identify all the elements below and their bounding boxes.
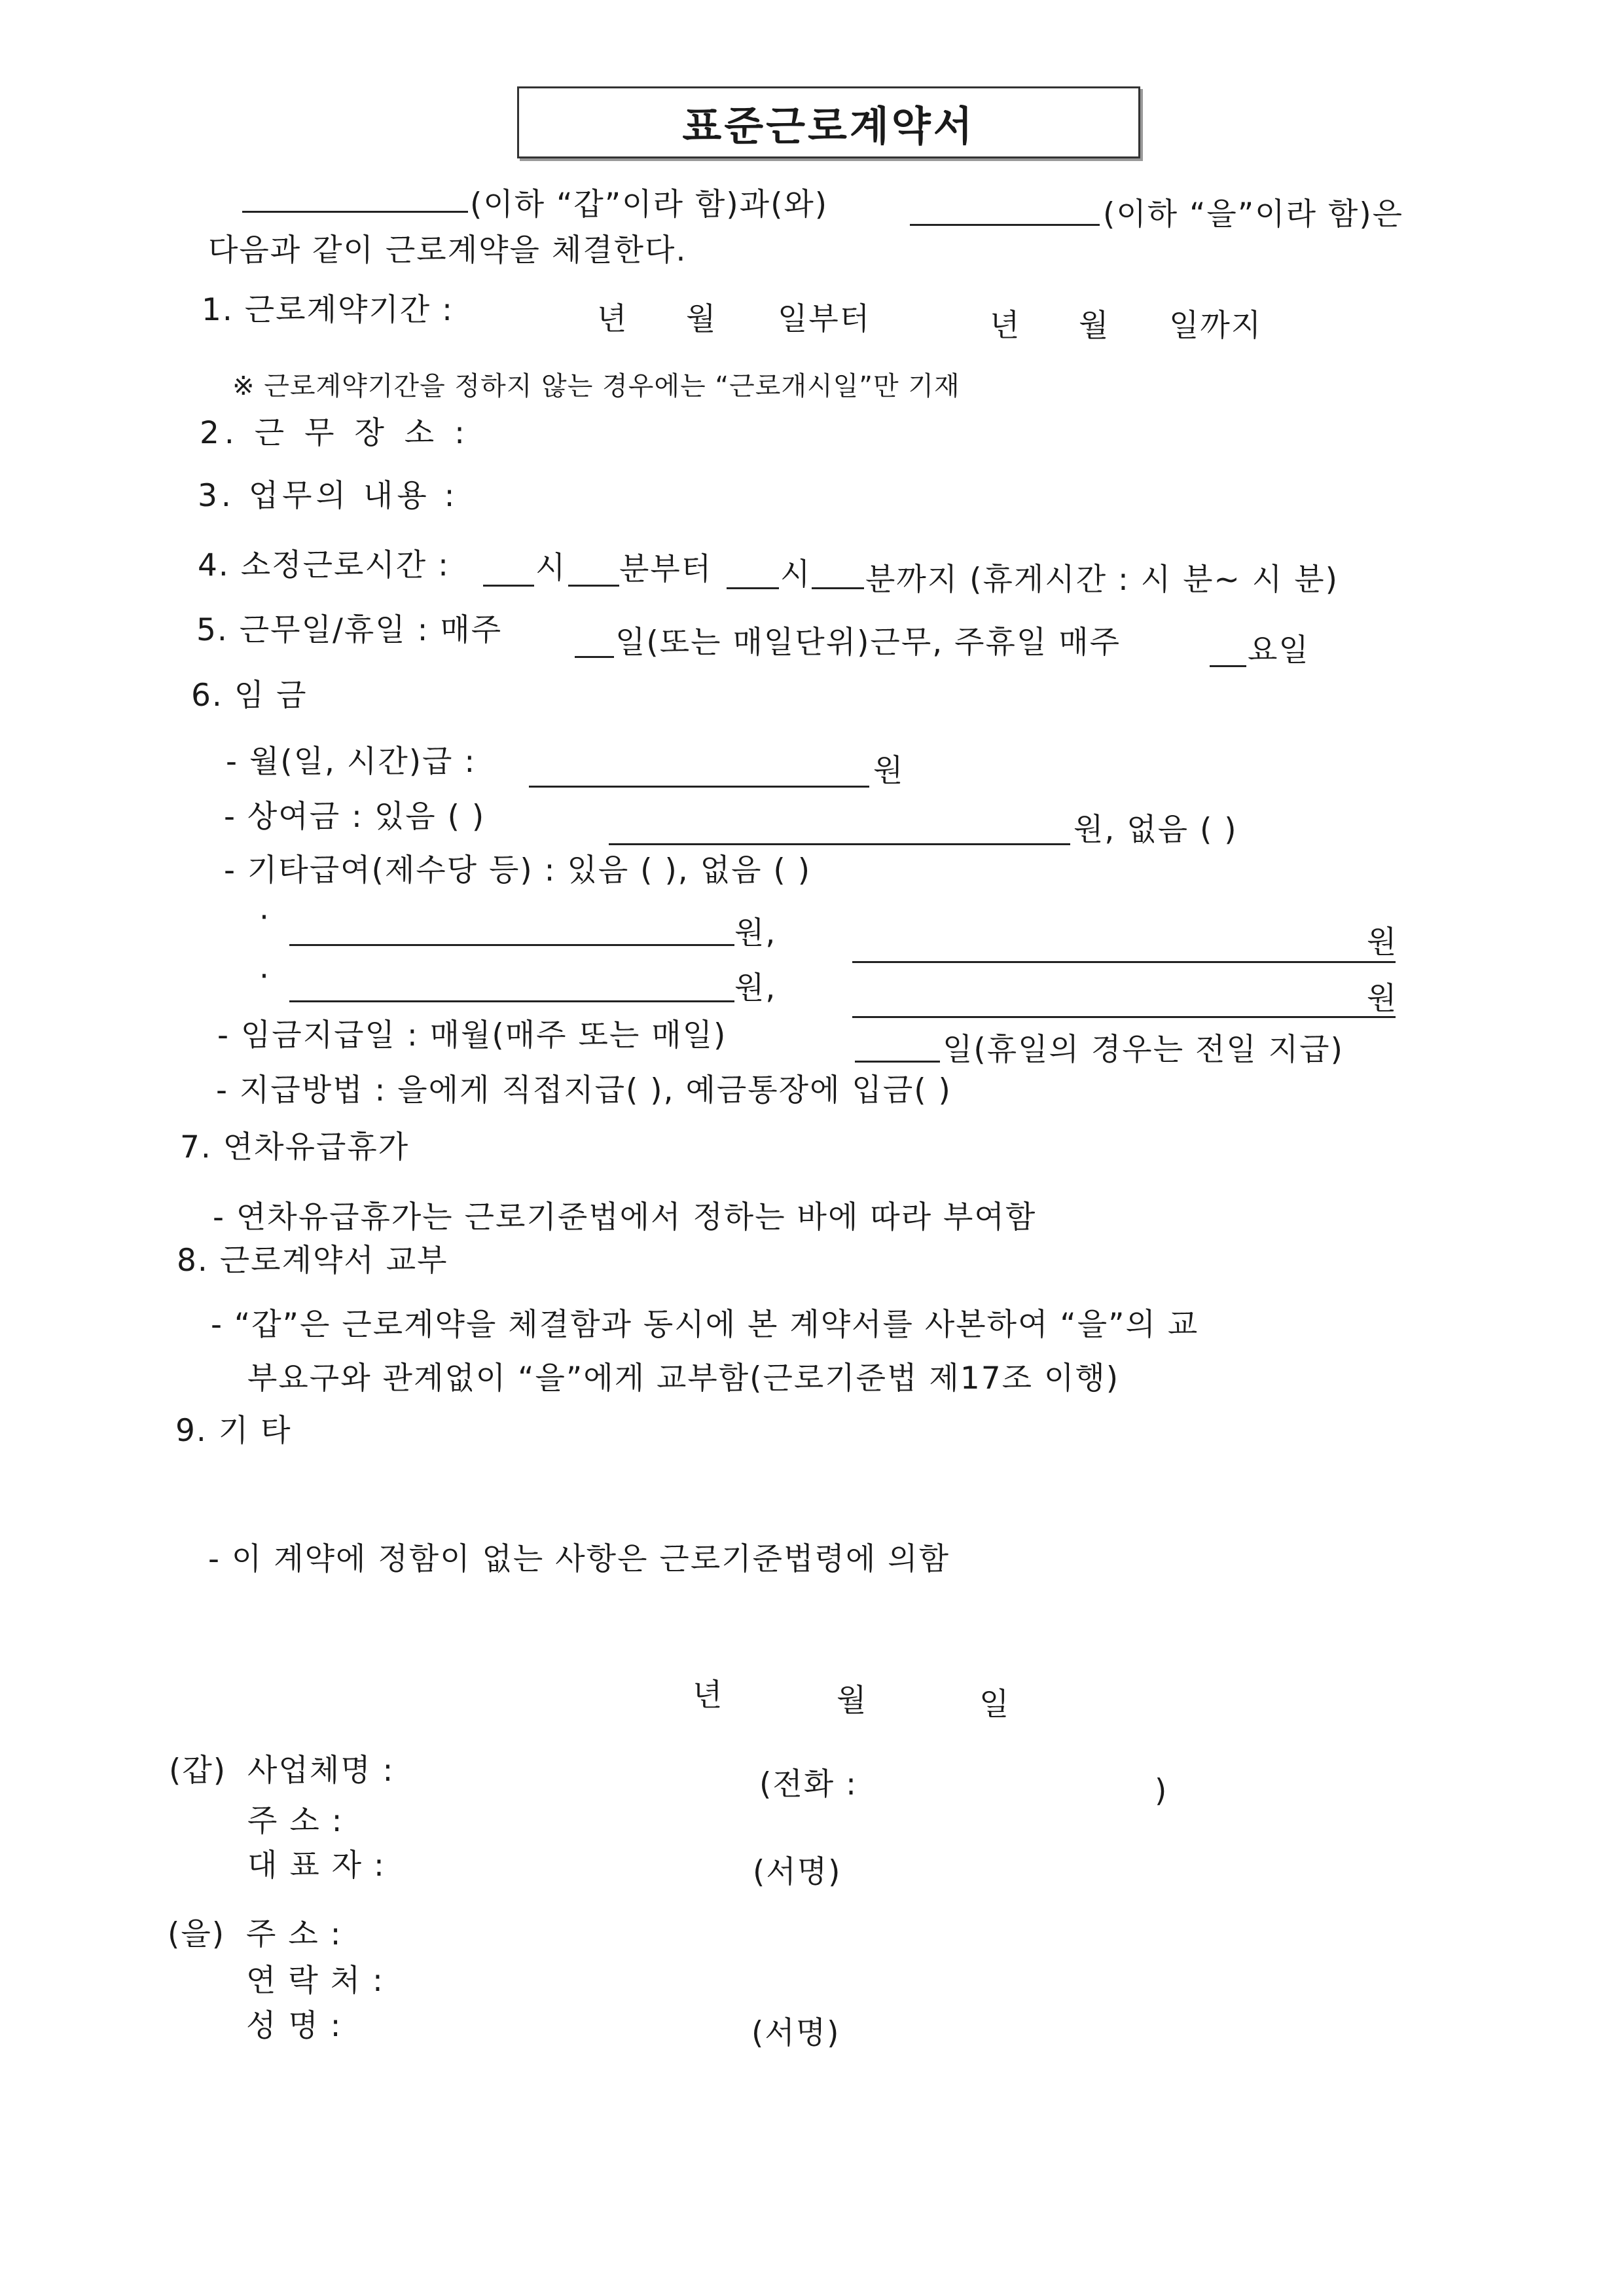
- item8-label: 8. 근로계약서 교부: [177, 1243, 448, 1279]
- employee-sign: (서명): [751, 2015, 840, 2051]
- item5-part2: 요일: [1248, 632, 1310, 668]
- employer-phone: (전화 :: [759, 1766, 857, 1802]
- item3-label: 3. 업무의 내용 :: [198, 478, 459, 514]
- employer-tag: (갑): [169, 1753, 227, 1789]
- employee-address: 주 소 :: [246, 1916, 342, 1952]
- item4-min2-blank[interactable]: [812, 587, 864, 589]
- item5-weekday-blank[interactable]: [1210, 665, 1246, 667]
- other-item4-won: 원: [1367, 981, 1398, 1017]
- employer-address: 주 소 :: [247, 1803, 344, 1839]
- item8-line2: 부요구와 관계없이 “을”에게 교부함(근로기준법 제17조 이행): [247, 1360, 1120, 1396]
- gap-name-blank[interactable]: [242, 211, 468, 213]
- item4-part1: 시: [535, 550, 567, 586]
- bonus-label: - 상여금 : 있음 ( ): [224, 799, 486, 835]
- other-bullet-1: ·: [259, 900, 270, 936]
- pay-method: - 지급방법 : 을에게 직접지급( ), 예금통장에 입금( ): [216, 1072, 952, 1108]
- intro-gap-text: (이하 “갑”이라 함)과(와): [470, 187, 829, 223]
- intro-line2: 다음과 같이 근로계약을 체결한다.: [208, 232, 687, 268]
- other-item1-won: 원,: [734, 915, 777, 951]
- other-bullet-2: ·: [259, 958, 270, 994]
- item1-until: 일까지: [1169, 308, 1263, 344]
- item1-year1: 년: [597, 301, 628, 337]
- item4-part2: 분부터: [619, 551, 713, 587]
- wage-blank[interactable]: [529, 786, 869, 788]
- item5-label: 5. 근무일/휴일 : 매주: [196, 612, 503, 648]
- bonus-won: 원, 없음 ( ): [1074, 812, 1238, 848]
- item5-days-blank[interactable]: [575, 656, 614, 658]
- employer-rep: 대 표 자 :: [247, 1848, 386, 1884]
- employee-tag: (을): [168, 1916, 226, 1952]
- other-item3-blank[interactable]: [289, 1000, 734, 1002]
- item6-label: 6. 임 금: [191, 678, 308, 714]
- other-item2-blank[interactable]: [852, 961, 1396, 963]
- item4-min1-blank[interactable]: [568, 585, 619, 587]
- item7-label: 7. 연차유급휴가: [180, 1129, 410, 1165]
- employer-company: 사업체명 :: [247, 1753, 395, 1789]
- employer-sign: (서명): [753, 1854, 842, 1890]
- date-year: 년: [693, 1677, 724, 1713]
- item9-label: 9. 기 타: [175, 1413, 292, 1449]
- employee-name: 성 명 :: [246, 2008, 342, 2044]
- item1-label: 1. 근로계약기간 :: [202, 292, 454, 328]
- employer-phone-close: ): [1155, 1773, 1168, 1809]
- item9-text: - 이 계약에 정함이 없는 사항은 근로기준법령에 의함: [208, 1541, 950, 1577]
- wage-won: 원: [873, 753, 905, 789]
- other-item4-blank[interactable]: [852, 1016, 1396, 1018]
- date-day: 일: [979, 1686, 1011, 1722]
- other-item2-won: 원: [1367, 924, 1398, 960]
- item1-month1: 월: [686, 301, 717, 337]
- eul-name-blank[interactable]: [910, 224, 1100, 226]
- intro-eul-text: (이하 “을”이라 함)은: [1103, 196, 1404, 232]
- item5-part1: 일(또는 매일단위)근무, 주휴일 매주: [615, 625, 1121, 661]
- wage-label: - 월(일, 시간)급 :: [226, 744, 477, 780]
- item7-text: - 연차유급휴가는 근로기준법에서 정하는 바에 따라 부여함: [213, 1199, 1037, 1235]
- bonus-blank[interactable]: [609, 843, 1070, 845]
- item1-month2: 월: [1079, 308, 1110, 344]
- item4-part4: 분까지 (휴게시간 : 시 분~ 시 분): [865, 562, 1339, 598]
- item1-note: ※ 근로계약기간을 정하지 않는 경우에는 “근로개시일”만 기재: [232, 371, 960, 401]
- item1-year2: 년: [990, 308, 1021, 344]
- payday-suffix: 일(휴일의 경우는 전일 지급): [943, 1032, 1344, 1068]
- item4-hour2-blank[interactable]: [727, 587, 779, 589]
- item1-from: 일부터: [778, 301, 871, 337]
- item4-part3: 시: [780, 556, 812, 592]
- other-item3-won: 원,: [734, 970, 777, 1006]
- date-month: 월: [837, 1683, 868, 1719]
- payday-blank[interactable]: [855, 1061, 940, 1063]
- employee-contact: 연 락 처 :: [246, 1963, 384, 1999]
- other-item1-blank[interactable]: [289, 944, 734, 946]
- payday-label: - 임금지급일 : 매월(매주 또는 매일): [217, 1017, 727, 1053]
- document-title: 표준근로계약서: [517, 86, 1140, 158]
- item8-line1: - “갑”은 근로계약을 체결함과 동시에 본 계약서를 사본하여 “을”의 교: [211, 1307, 1199, 1343]
- item2-label: 2. 근 무 장 소 :: [200, 415, 470, 451]
- item4-hour1-blank[interactable]: [483, 585, 534, 587]
- item4-label: 4. 소정근로시간 :: [198, 547, 450, 583]
- other-pay-label: - 기타급여(제수당 등) : 있음 ( ), 없음 ( ): [224, 852, 812, 888]
